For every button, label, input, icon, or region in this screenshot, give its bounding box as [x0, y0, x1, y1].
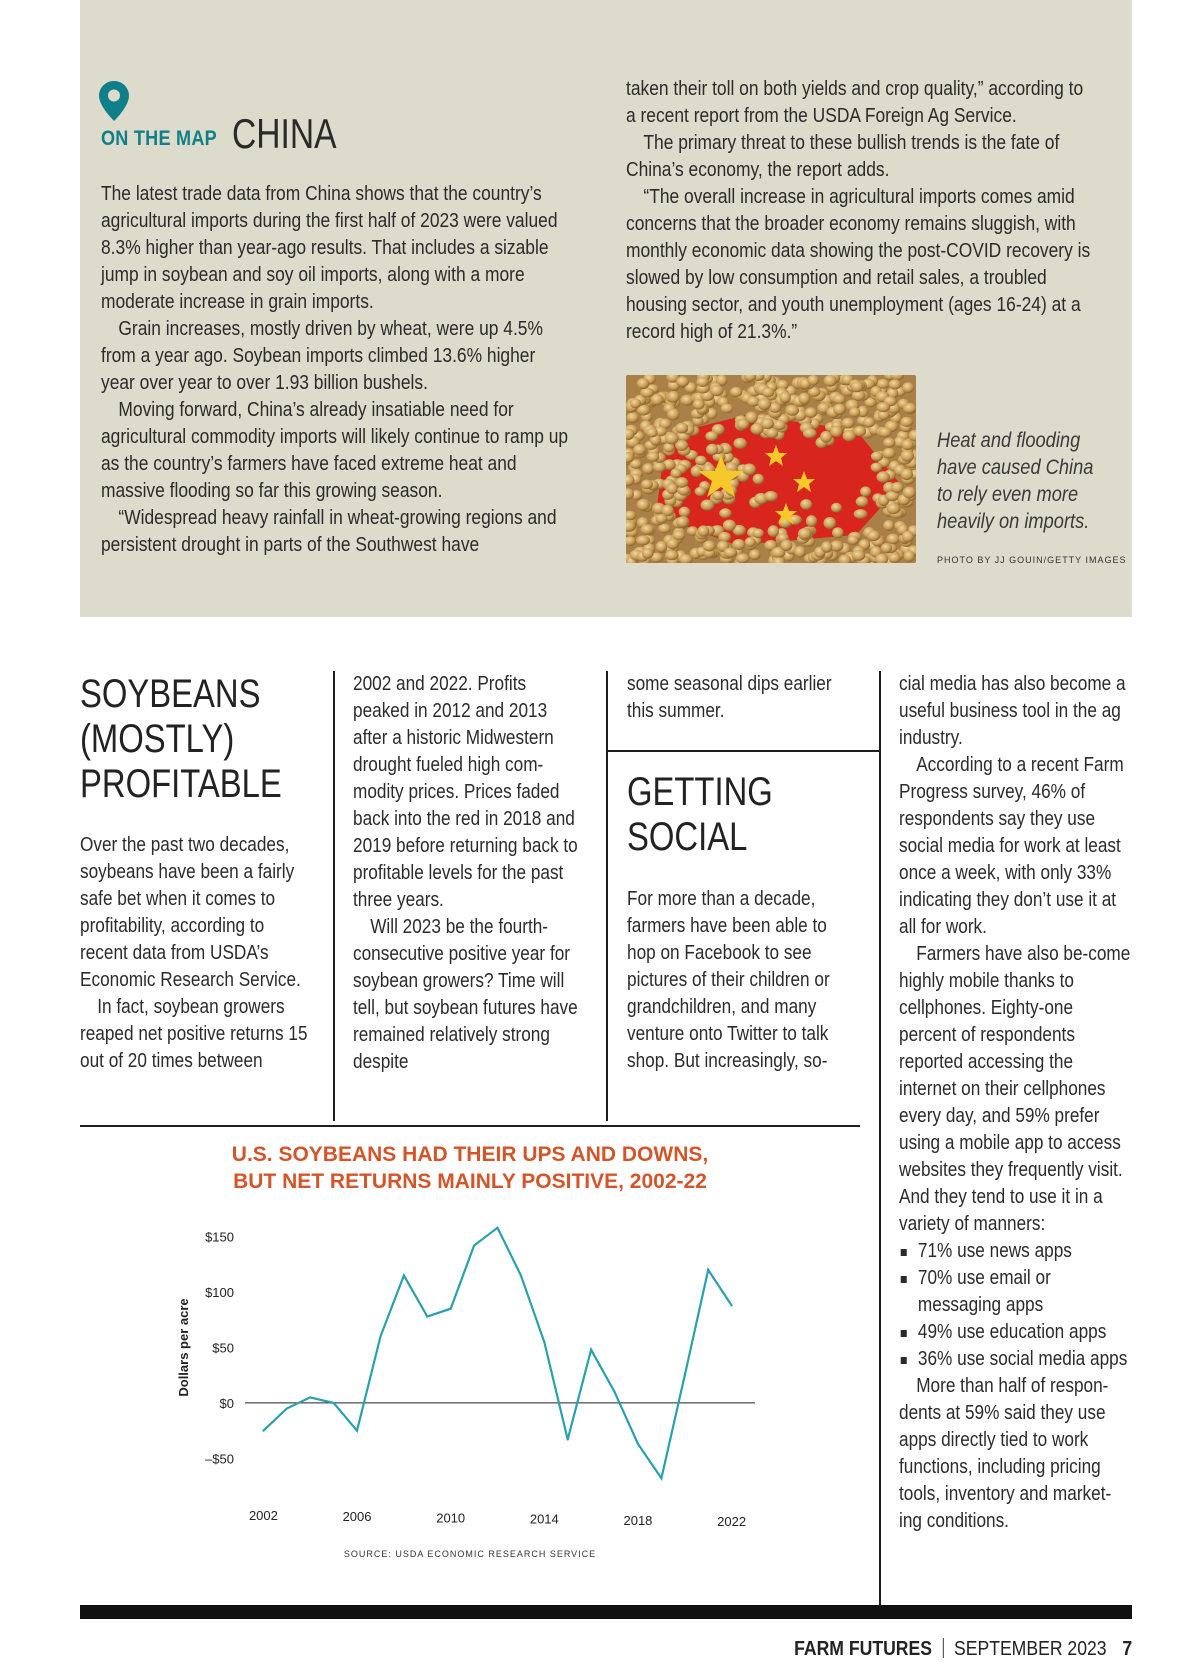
data-point	[707, 1269, 709, 1271]
data-point	[684, 1374, 686, 1376]
y-tick-label: $100	[205, 1285, 234, 1301]
x-tick-label: 2006	[342, 1509, 372, 1525]
bullet-list	[899, 1238, 1131, 1373]
chart-title-line: U.S. SOYBEANS HAD THEIR UPS AND DOWNS,	[231, 1143, 709, 1166]
column-divider	[606, 671, 608, 1121]
data-point	[473, 1244, 475, 1246]
paragraph: Moving forward, China’s already insatiable need for agricultural commodity imports will likely continue to ramp up as the country’s farmers have faced extreme heat and massive flooding so far this growing season.	[101, 399, 569, 502]
paragraph: taken their toll on both yields and crop quality,” according to a recent report from the USDA Foreign Ag Service.	[626, 78, 1084, 127]
data-point	[520, 1274, 522, 1276]
photo-credit: PHOTO BY JJ GOUIN/GETTY IMAGES	[937, 555, 1127, 565]
x-tick-label: 2014	[529, 1511, 559, 1527]
photo-caption: Heat and flooding have caused China to rely even more heavily on imports.	[937, 429, 1094, 533]
page-number: 7	[1122, 1638, 1132, 1660]
paragraph: In fact, soybean growers reaped net positive returns 15 out of 20 times between	[80, 996, 308, 1072]
data-point	[262, 1430, 264, 1432]
net-returns-line	[263, 1228, 731, 1479]
paragraph: some seasonal dips earlier this summer.	[627, 673, 832, 722]
data-point	[333, 1402, 335, 1404]
paragraph: “The overall increase in agricultural imports comes amid concerns that the broader economy remains sluggish, with monthly economic data showing the post-COVID recovery is slowed by low consumption and retail sales, a troubled housing sector, and youth unemployment (ages 16-24) at a record high of 21.3%.”	[626, 186, 1091, 343]
x-tick-label: 2022	[717, 1514, 747, 1529]
china-right-column	[626, 76, 1096, 346]
paragraph: 2002 and 2022. Profits peaked in 2012 and 2013 after a historic Midwestern drought fueled high com-modity prices. Prices faded back into the red in 2018 and 2019 before returning back to profitable levels for the past three years.	[353, 673, 578, 911]
data-point	[613, 1391, 615, 1393]
soybeans-flag-photo	[626, 375, 916, 563]
data-point	[660, 1477, 662, 1479]
paragraph: Farmers have also be-come highly mobile thanks to cellphones. Eighty-one percent of respondents reported accessing the internet on their cellphones every day, and 59% prefer using a mobile app to access websites they frequently visit. And they tend to use it in a variety of manners:	[899, 943, 1131, 1235]
y-tick-label: $150	[205, 1229, 234, 1245]
data-point	[426, 1315, 428, 1317]
data-point	[637, 1443, 639, 1445]
page-footer	[794, 1638, 1132, 1661]
paragraph: According to a recent Farm Progress survey, 46% of respondents say they use social media for work at least once a week, with only 33% indicating they don’t use it at all for work.	[899, 754, 1124, 938]
y-tick-label: $0	[219, 1395, 234, 1411]
data-point	[286, 1407, 288, 1409]
x-tick-label: 2002	[248, 1508, 278, 1523]
soybeans-column-3	[627, 671, 859, 725]
paragraph: The primary threat to these bullish trends is the fate of China’s economy, the report adds.	[626, 132, 1060, 181]
chart-source: SOURCE: USDA ECONOMIC RESEARCH SERVICE	[343, 1549, 597, 1559]
y-axis-label: Dollars per acre	[176, 1298, 191, 1397]
map-pin-icon	[98, 80, 130, 122]
data-point	[356, 1430, 358, 1432]
x-tick-label: 2010	[436, 1510, 466, 1526]
data-point	[567, 1438, 569, 1440]
y-tick-label: $50	[212, 1340, 234, 1356]
china-headline: CHINA	[232, 110, 337, 157]
section-divider	[607, 750, 880, 752]
section-kicker: ON THE MAP	[101, 127, 217, 150]
paragraph: cial media has also become a useful business tool in the ag industry.	[899, 673, 1126, 749]
paragraph: Grain increases, mostly driven by wheat, were up 4.5% from a year ago. Soybean imports climbed 13.6% higher year over year to over 1.93 billion bushels.	[101, 318, 543, 394]
y-tick-label: –$50	[205, 1451, 234, 1467]
data-point	[379, 1335, 381, 1337]
paragraph: Over the past two decades, soybeans have been a fairly safe bet when it comes to profitability, according to recent data from USDA’s Economic Research Service.	[80, 834, 301, 991]
soybeans-headline: SOYBEANS (MOSTLY) PROFITABLE	[80, 672, 282, 806]
chart-title-line: BUT NET RETURNS MAINLY POSITIVE, 2002-22	[233, 1170, 707, 1193]
column-divider	[879, 671, 881, 1606]
paragraph: The latest trade data from China shows that the country’s agricultural imports during the first half of 2023 were valued 8.3% higher than year-ago results. That includes a sizable jump in soybean and soy oil imports, along with a more moderate increase in grain imports.	[101, 183, 558, 313]
social-headline: GETTING SOCIAL	[627, 770, 773, 859]
footer-bar	[80, 1605, 1132, 1619]
paragraph: More than half of respon-dents at 59% said they use apps directly tied to work functions, including pricing tools, inventory and market-ing conditions.	[899, 1375, 1112, 1532]
footer-separator	[942, 1638, 943, 1658]
paragraph: Will 2023 be the fourth-consecutive positive year for soybean growers? Time will tell, but soybean futures have remained relatively strong despite	[353, 916, 578, 1073]
column-divider	[333, 671, 335, 1121]
social-column-3	[627, 886, 859, 1075]
data-point	[730, 1304, 732, 1306]
data-point	[496, 1227, 498, 1229]
data-point	[403, 1274, 405, 1276]
paragraph: For more than a decade, farmers have been able to hop on Facebook to see pictures of their children or grandchildren, and many venture onto Twitter to talk shop. But increasingly, so-	[627, 888, 830, 1072]
net-returns-chart	[160, 1220, 770, 1545]
data-point	[450, 1308, 452, 1310]
chart-top-rule	[80, 1125, 860, 1127]
data-point	[543, 1341, 545, 1343]
bullet-item: 71% use news apps	[899, 1238, 1131, 1265]
soybeans-column-1	[80, 832, 312, 1075]
social-column-4	[899, 671, 1131, 1535]
bullet-item: 49% use education apps	[899, 1319, 1131, 1346]
bullet-item: 70% use email or messaging apps	[899, 1265, 1131, 1319]
soybeans-column-2	[353, 671, 585, 1076]
paragraph: “Widespread heavy rainfall in wheat-growing regions and persistent drought in parts of the Southwest have	[101, 507, 557, 556]
bullet-item: 36% use social media apps	[899, 1346, 1131, 1373]
chart-title	[80, 1141, 860, 1195]
publication-name: FARM FUTURES	[793, 1638, 932, 1660]
x-tick-label: 2018	[623, 1512, 653, 1528]
data-point	[590, 1349, 592, 1351]
china-left-column	[101, 181, 571, 559]
issue-date: SEPTEMBER 2023	[953, 1638, 1107, 1660]
data-point	[309, 1396, 311, 1398]
